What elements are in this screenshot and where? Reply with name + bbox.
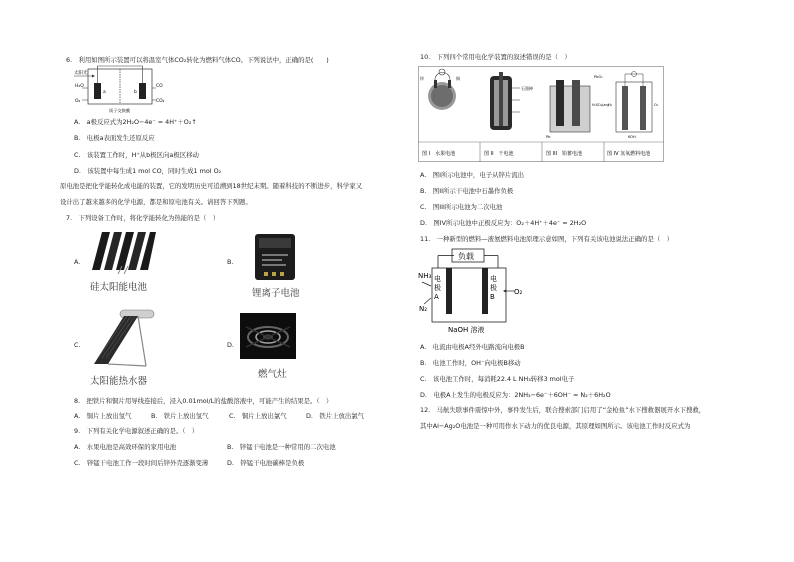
q10-option-a: A. 图I所示电池中，电子从锌片流出 xyxy=(420,171,525,179)
elec-a-1: 电 xyxy=(434,275,441,283)
q12-line-1: 12. 马航失联事件震惊中外，事件发生后，联合搜索部门启用了“金枪鱼”水下搜救器展开水下搜救， xyxy=(420,406,706,414)
q7-letter-a: A. xyxy=(74,258,81,266)
solar-panel-image xyxy=(90,230,156,276)
q7-caption-a: 硅太阳能电池 xyxy=(90,282,148,293)
q6-option-c: C. 该装置工作时，H⁺从b极区向a极区移动 xyxy=(74,151,199,159)
pbo2-label: PbO₂ xyxy=(594,75,603,79)
q9-option-b: B. 锌锰干电池是一种常用的二次电池 xyxy=(227,443,336,451)
q9-option-c: C. 锌锰干电池工作一段时间后锌外壳逐渐变薄 xyxy=(74,459,209,467)
q7-caption-d: 燃气灶 xyxy=(258,369,287,380)
caption-fig4: 图 IV 氢氧燃料电池 xyxy=(607,151,651,157)
o2-label-10: O₂ xyxy=(654,103,659,107)
q10-battery-figures xyxy=(418,66,664,162)
membrane-label: 质子交换膜 xyxy=(109,108,130,113)
q10-stem: 10. 下列四个常用电化学装置的叙述错误的是（ ） xyxy=(420,53,571,61)
naoh-label: NaOH 溶液 xyxy=(448,326,485,334)
caption-fig3: 图 III 铅蓄电池 xyxy=(546,151,583,157)
sun-label: 太阳光 xyxy=(74,71,88,76)
h2-label: H₂ xyxy=(608,103,613,107)
q11-option-a: A. 电流由电极A经外电路流向电极B xyxy=(420,343,525,351)
copper-label: 铜 xyxy=(456,76,460,81)
solar-water-heater-image xyxy=(90,308,156,372)
q6-option-d: D. 该装置中每生成1 mol CO，同时生成1 mol O₂ xyxy=(74,167,222,175)
q7-caption-c: 太阳能热水器 xyxy=(90,376,148,387)
q8-option-b: B. 铁片上放出氢气 xyxy=(151,412,209,420)
intro-line-2: 设计出了越来越多的化学电源，都是和原电池有关。请回答下列题。 xyxy=(60,198,252,206)
n2-label: N₂ xyxy=(419,305,428,313)
caption-fig1: 图 I 水果电池 xyxy=(422,151,456,157)
q9-stem: 9. 下列有关化学电源叙述正确的是。（ ） xyxy=(74,427,199,435)
q11-stem: 11. 一种新型的燃料—液氨燃料电池原理示意如图，下列有关该电池说法正确的是（ ） xyxy=(420,235,674,243)
q7-stem: 7. 下列设备工作时，将化学能转化为热能的是（ ） xyxy=(66,214,220,222)
zinc-label: 锌 xyxy=(420,76,424,81)
elec-a-2: 极 xyxy=(434,284,441,292)
load-label: 负载 xyxy=(458,252,474,261)
label-b: b xyxy=(134,90,137,95)
q7-letter-c: C. xyxy=(74,341,81,349)
q11-ammonia-fuel-cell-figure xyxy=(418,246,528,334)
q9-option-a: A. 水果电池是高效环保的家用电池 xyxy=(74,443,177,451)
q6-option-b: B. 电极a表面发生还原反应 xyxy=(74,134,155,142)
q8-option-c: C. 铜片上放出氯气 xyxy=(229,412,287,420)
elec-b-1: 电 xyxy=(490,275,497,283)
o2-label: O₂ xyxy=(75,99,81,104)
q7-letter-d: D. xyxy=(227,341,234,349)
q6-electrolysis-figure xyxy=(72,65,182,115)
q8-option-d: D. 铁片上放出氯气 xyxy=(306,412,365,420)
q10-option-c: C. 图III所示电池为二次电池 xyxy=(420,203,503,211)
pb-label: Pb xyxy=(546,135,551,139)
q7-letter-b: B. xyxy=(227,258,234,266)
koh-label: KOH xyxy=(628,135,636,139)
q11-option-b: B. 电池工作时，OH⁻向电极B移动 xyxy=(420,359,521,367)
caption-fig2: 图 II 干电池 xyxy=(484,151,514,157)
lithium-battery-image xyxy=(252,232,298,282)
carbon-rod-label: 石墨棒 xyxy=(521,86,533,91)
q11-option-c: C. 该电池工作时，每消耗22.4 L NH₃转移3 mol电子 xyxy=(420,375,575,383)
q11-option-d: D. 电极A上发生的电极反应为：2NH₃−6e⁻＋6OH⁻ = N₂＋6H₂O xyxy=(420,391,611,399)
o2-label-11: O₂ xyxy=(514,288,523,296)
q12-line-2: 其中Al−Ag₂O电池是一种可用作水下动力的优良电源，其原理如图所示。该电池工作时反应式为 xyxy=(420,422,691,430)
electrode-b xyxy=(139,83,146,99)
gas-stove-image xyxy=(240,313,296,359)
co2-label: CO₂ xyxy=(156,99,165,104)
q6-option-a: A. a极反应式为2H₂O−4e⁻ = 4H⁺＋O₂↑ xyxy=(74,118,197,126)
q6-stem: 6. 利用如图所示装置可以将温室气体CO₂转化为燃料气体CO。下列说法中，正确的是( ) xyxy=(66,56,329,64)
elec-a-3: A xyxy=(434,293,439,301)
q10-option-b: B. 图II所示干电池中石墨作负极 xyxy=(420,187,514,195)
intro-line-1: 原电池是把化学能转化成电能的装置，它的发明历史可追溯到18世纪末期。随着科技的不断进步，科学家又 xyxy=(60,182,363,190)
elec-b-2: 极 xyxy=(490,284,497,292)
q9-option-d: D. 锌锰干电池碳棒是负极 xyxy=(227,459,305,467)
q7-caption-b: 锂离子电池 xyxy=(252,288,300,299)
h2o-label: H₂O xyxy=(75,84,84,89)
nh3-label: NH₃ xyxy=(418,272,432,280)
q10-option-d: D. 图IV所示电池中正极反应为：O₂＋4H⁺＋4e⁻ = 2H₂O xyxy=(420,219,587,227)
q8-option-a: A. 铜片上放出氢气 xyxy=(74,412,132,420)
co-label: CO xyxy=(156,84,163,89)
q8-stem: 8. 把铁片和铜片用导线连接后，浸入0.01mol/L的盐酸溶液中，可能产生的结果是。（ ） xyxy=(74,397,333,405)
electrode-a xyxy=(94,83,101,99)
elec-b-3: B xyxy=(490,293,495,301)
h2so4-label: H₂SO₄(aq) xyxy=(592,103,609,107)
label-a: a xyxy=(103,90,106,95)
